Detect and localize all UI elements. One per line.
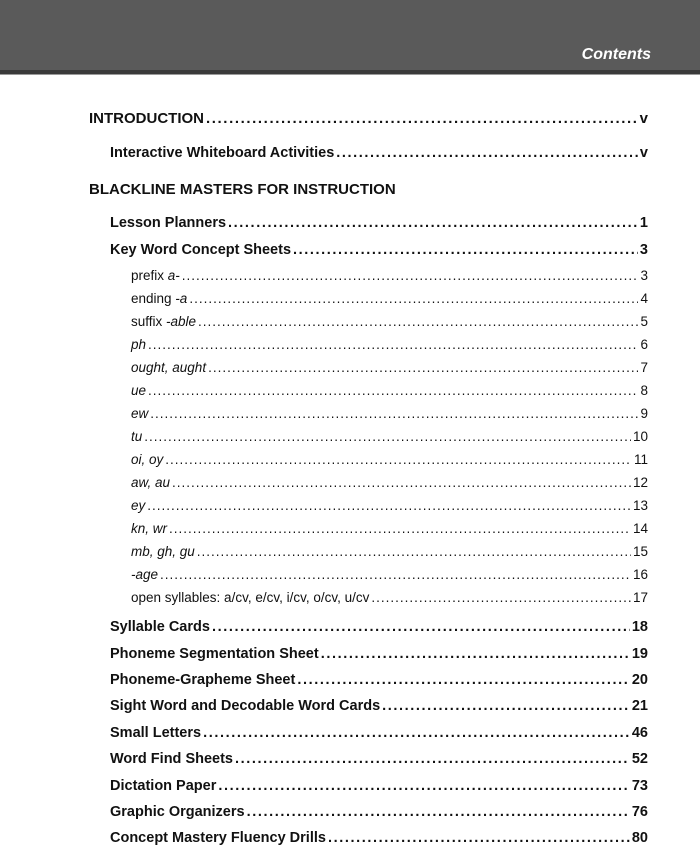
toc-entry-label: INTRODUCTION	[89, 110, 204, 127]
dot-leader	[212, 619, 630, 635]
toc-entry[interactable]	[110, 778, 648, 794]
dot-leader	[198, 314, 638, 329]
toc-entry-page: 80	[631, 830, 648, 846]
dot-leader	[165, 452, 632, 467]
toc-subentry[interactable]	[131, 498, 648, 513]
toc-subentry-label: prefix a-	[131, 268, 180, 283]
toc-subentry[interactable]	[131, 337, 648, 352]
toc-entry-label: Dictation Paper	[110, 778, 217, 794]
dot-leader	[172, 475, 631, 490]
toc-subentry[interactable]	[131, 521, 648, 536]
toc-entry-interactive-whiteboard[interactable]	[110, 145, 648, 161]
toc-entry-page: 73	[631, 778, 648, 794]
toc-subentry-label: suffix -able	[131, 314, 197, 329]
dot-leader	[382, 698, 630, 714]
dot-leader	[235, 751, 630, 767]
toc-entry-page: 20	[631, 672, 648, 688]
toc-entry-key-word-concept[interactable]	[110, 242, 648, 258]
toc-subentry-label: ue	[131, 383, 147, 398]
toc-subentry[interactable]	[131, 406, 648, 421]
toc-subentry-page: 10	[632, 429, 648, 444]
toc-entry-page: 1	[639, 215, 648, 231]
toc-entry-label: Sight Word and Decodable Word Cards	[110, 698, 381, 714]
toc-entry-label: Small Letters	[110, 725, 202, 741]
toc-subentry[interactable]	[131, 544, 648, 559]
toc-entry-label: Lesson Planners	[110, 215, 227, 231]
toc-subentry-label: kn, wr	[131, 521, 168, 536]
header-divider	[0, 74, 700, 75]
dot-leader	[150, 406, 638, 421]
dot-leader	[182, 268, 639, 283]
toc-entry[interactable]	[110, 751, 648, 767]
toc-subentry[interactable]	[131, 452, 648, 467]
toc-subentry-label: ending -a	[131, 291, 188, 306]
toc-subentry-page: 12	[632, 475, 648, 490]
toc-subentry[interactable]	[131, 360, 648, 375]
dot-leader	[169, 521, 631, 536]
toc-entry-label: Syllable Cards	[110, 619, 210, 635]
dot-leader	[148, 337, 638, 352]
section-heading-blackline: BLACKLINE MASTERS FOR INSTRUCTION	[89, 181, 396, 198]
toc-subentry[interactable]	[131, 268, 648, 283]
toc-subentry-page: 6	[640, 337, 648, 352]
dot-leader	[160, 567, 631, 582]
toc-subentry-label: oi, oy	[131, 452, 164, 467]
toc-subentry[interactable]	[131, 314, 648, 329]
toc-subentry-page: 4	[640, 291, 648, 306]
toc-entry-page: 3	[639, 242, 648, 258]
toc-subentry-page: 5	[640, 314, 648, 329]
toc-entry[interactable]	[110, 698, 648, 714]
toc-subentry-page: 16	[632, 567, 648, 582]
toc-entry-introduction[interactable]	[89, 110, 648, 127]
toc-entry[interactable]	[110, 725, 648, 741]
dot-leader	[189, 291, 638, 306]
toc-entry-label: Phoneme Segmentation Sheet	[110, 646, 319, 662]
toc-subentry-page: 14	[632, 521, 648, 536]
toc-entry-label: Interactive Whiteboard Activities	[110, 145, 335, 161]
toc-subentry-label: open syllables: a/cv, e/cv, i/cv, o/cv, u/cv	[131, 590, 370, 605]
toc-entry-page: 52	[631, 751, 648, 767]
toc-subentry-label: tu	[131, 429, 143, 444]
toc-entry[interactable]	[110, 804, 648, 820]
toc-entry[interactable]	[110, 830, 648, 846]
toc-subentry[interactable]	[131, 383, 648, 398]
dot-leader	[297, 672, 630, 688]
header-title: Contents	[581, 46, 651, 63]
dot-leader	[197, 544, 631, 559]
toc-subentry-label: ought, aught	[131, 360, 207, 375]
toc-subentry-page: 9	[640, 406, 648, 421]
toc-subentry-label: ph	[131, 337, 147, 352]
toc-subentry-page: 15	[632, 544, 648, 559]
toc-subentry-label: mb, gh, gu	[131, 544, 195, 559]
dot-leader	[144, 429, 631, 444]
toc-entry-label: Graphic Organizers	[110, 804, 245, 820]
toc-subentry-page: 13	[632, 498, 648, 513]
toc-subentry-label: -age	[131, 567, 159, 582]
toc-entry-page: v	[639, 110, 648, 127]
toc-entry-page: 18	[631, 619, 648, 635]
toc-entry-page: 46	[631, 725, 648, 741]
toc-subentry[interactable]	[131, 475, 648, 490]
dot-leader	[218, 778, 630, 794]
toc-subentry-page: 11	[633, 452, 648, 467]
dot-leader	[321, 646, 630, 662]
toc-entry-label: Phoneme-Grapheme Sheet	[110, 672, 296, 688]
page-header	[0, 0, 700, 74]
dot-leader	[247, 804, 630, 820]
dot-leader	[336, 145, 638, 161]
dot-leader	[228, 215, 638, 231]
toc-entry-lesson-planners[interactable]	[110, 215, 648, 231]
toc-entry[interactable]	[110, 619, 648, 635]
toc-entry-page: 21	[631, 698, 648, 714]
toc-entry-label: Word Find Sheets	[110, 751, 233, 767]
toc-subentry-page: 7	[640, 360, 648, 375]
toc-subentry[interactable]	[131, 429, 648, 444]
dot-leader	[147, 498, 631, 513]
toc-subentry[interactable]	[131, 291, 648, 306]
toc-subentry-label: ey	[131, 498, 146, 513]
dot-leader	[203, 725, 630, 741]
toc-subentry-page: 17	[632, 590, 648, 605]
toc-entry[interactable]	[110, 672, 648, 688]
dot-leader	[328, 830, 630, 846]
toc-entry-label: Key Word Concept Sheets	[110, 242, 292, 258]
dot-leader	[148, 383, 638, 398]
toc-entry[interactable]	[110, 646, 648, 662]
toc-entry-page: 76	[631, 804, 648, 820]
dot-leader	[293, 242, 638, 258]
toc-entry-label: Concept Mastery Fluency Drills	[110, 830, 326, 846]
toc-subentry-label: aw, au	[131, 475, 171, 490]
toc-subentry[interactable]	[131, 590, 648, 605]
toc-entry-page: v	[639, 145, 648, 161]
toc-subentry-page: 8	[640, 383, 648, 398]
dot-leader	[371, 590, 631, 605]
toc-entry-page: 19	[631, 646, 648, 662]
dot-leader	[206, 110, 638, 127]
toc-subentry-label: ew	[131, 406, 149, 421]
dot-leader	[208, 360, 638, 375]
toc-subentry-page: 3	[640, 268, 648, 283]
toc-subentry[interactable]	[131, 567, 648, 582]
